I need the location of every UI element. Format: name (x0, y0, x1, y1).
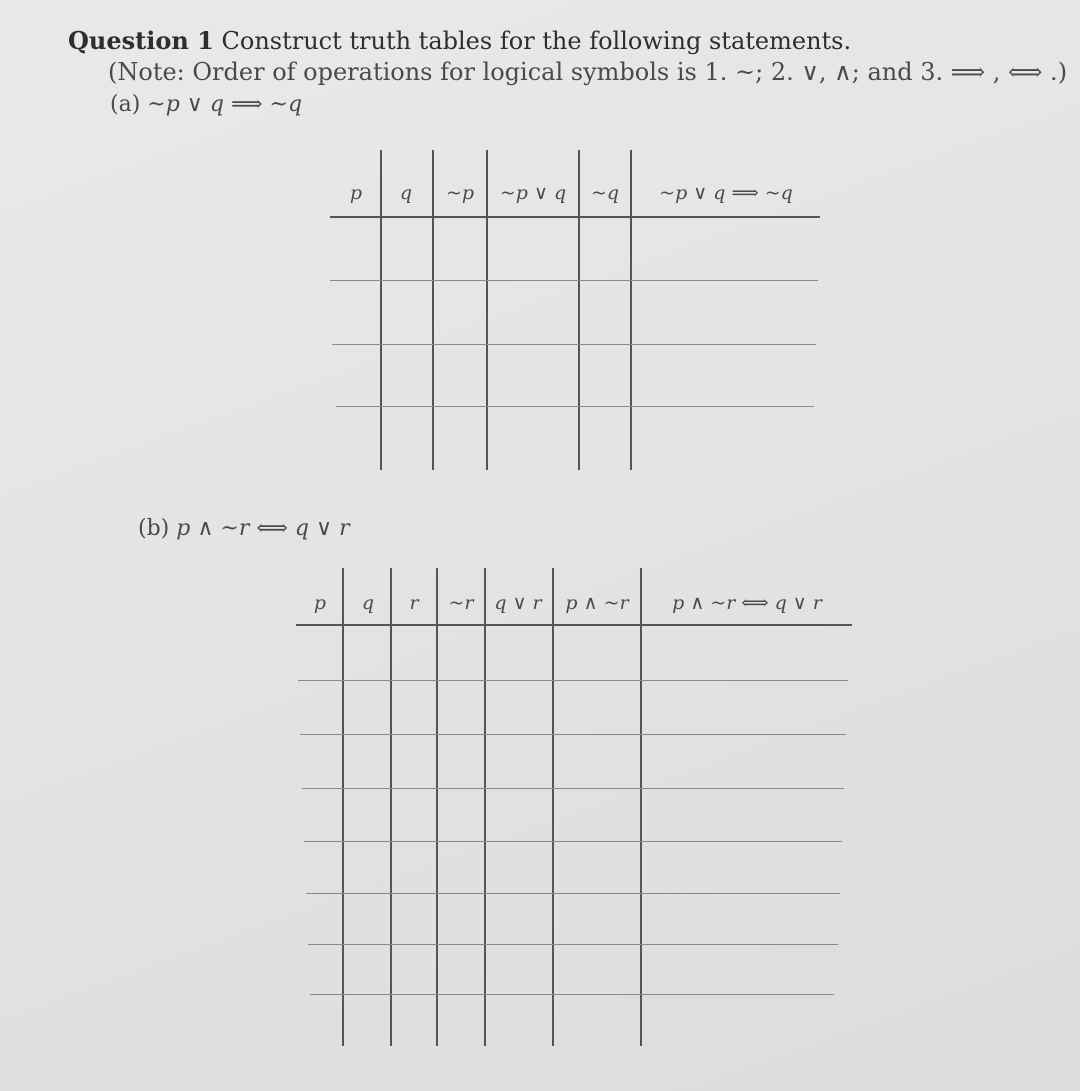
question-label: Question 1 (68, 26, 214, 55)
table-b-row-rule (298, 680, 848, 681)
table-b-cell[interactable] (640, 626, 848, 680)
table-b-divider (390, 568, 392, 1046)
table-a-divider (630, 150, 632, 470)
table-b-header-p: p (313, 592, 327, 614)
truth-table-b (296, 568, 852, 1046)
table-b-divider (552, 568, 554, 1046)
table-b-row-rule (310, 994, 834, 995)
table-b-row-rule (304, 841, 842, 842)
table-a-header-implication: ~p ∨ q ⟹ ~q (659, 182, 793, 204)
question-prompt: Construct truth tables for the following statements. (221, 27, 852, 55)
part-b-statement (138, 516, 350, 541)
table-a-row-rule (332, 344, 816, 345)
table-b-divider (436, 568, 438, 1046)
part-a-statement (110, 92, 302, 117)
table-b-row-rule (300, 734, 846, 735)
table-a-header-not-q: ~q (590, 182, 620, 204)
question-heading (68, 26, 851, 55)
table-a-divider (578, 150, 580, 470)
table-b-header-q-or-r: q ∨ r (494, 592, 542, 614)
table-a-cell[interactable] (330, 218, 380, 280)
table-a-header-not-p-or-q: ~p ∨ q (499, 182, 567, 204)
table-b-header-not-r: ~r (448, 592, 474, 614)
part-a-formula: ~p ∨ q ⟹ ~q (147, 92, 303, 117)
table-b-header-r: r (409, 592, 419, 614)
table-a-divider (380, 150, 382, 470)
table-b-row-rule (308, 944, 838, 945)
table-a-header-not-p: ~p (445, 182, 475, 204)
table-b-row-rule (306, 893, 840, 894)
table-b-header-biconditional: p ∧ ~r ⟺ q ∨ r (672, 592, 822, 614)
truth-table-a (330, 150, 820, 470)
table-a-row-rule (330, 280, 818, 281)
operator-precedence-note: (Note: Order of operations for logical symbols is 1. ~; 2. ∨, ∧; and 3. ⟹ , ⟺ .) (108, 58, 1068, 86)
part-a-label: (a) (110, 92, 141, 117)
table-b-header-p-and-not-r: p ∧ ~r (565, 592, 629, 614)
table-a-cell[interactable] (630, 218, 818, 280)
table-a-divider (486, 150, 488, 470)
part-b-label: (b) (138, 516, 170, 541)
table-a-header-q: q (399, 182, 413, 204)
table-a-row-rule (336, 406, 814, 407)
table-b-header-q: q (361, 592, 375, 614)
table-b-divider (342, 568, 344, 1046)
table-b-divider (484, 568, 486, 1046)
table-a-divider (432, 150, 434, 470)
part-b-formula: p ∧ ~r ⟺ q ∨ r (176, 516, 350, 541)
table-b-row-rule (302, 788, 844, 789)
table-b-cell[interactable] (296, 626, 342, 680)
table-a-header-p: p (349, 182, 363, 204)
